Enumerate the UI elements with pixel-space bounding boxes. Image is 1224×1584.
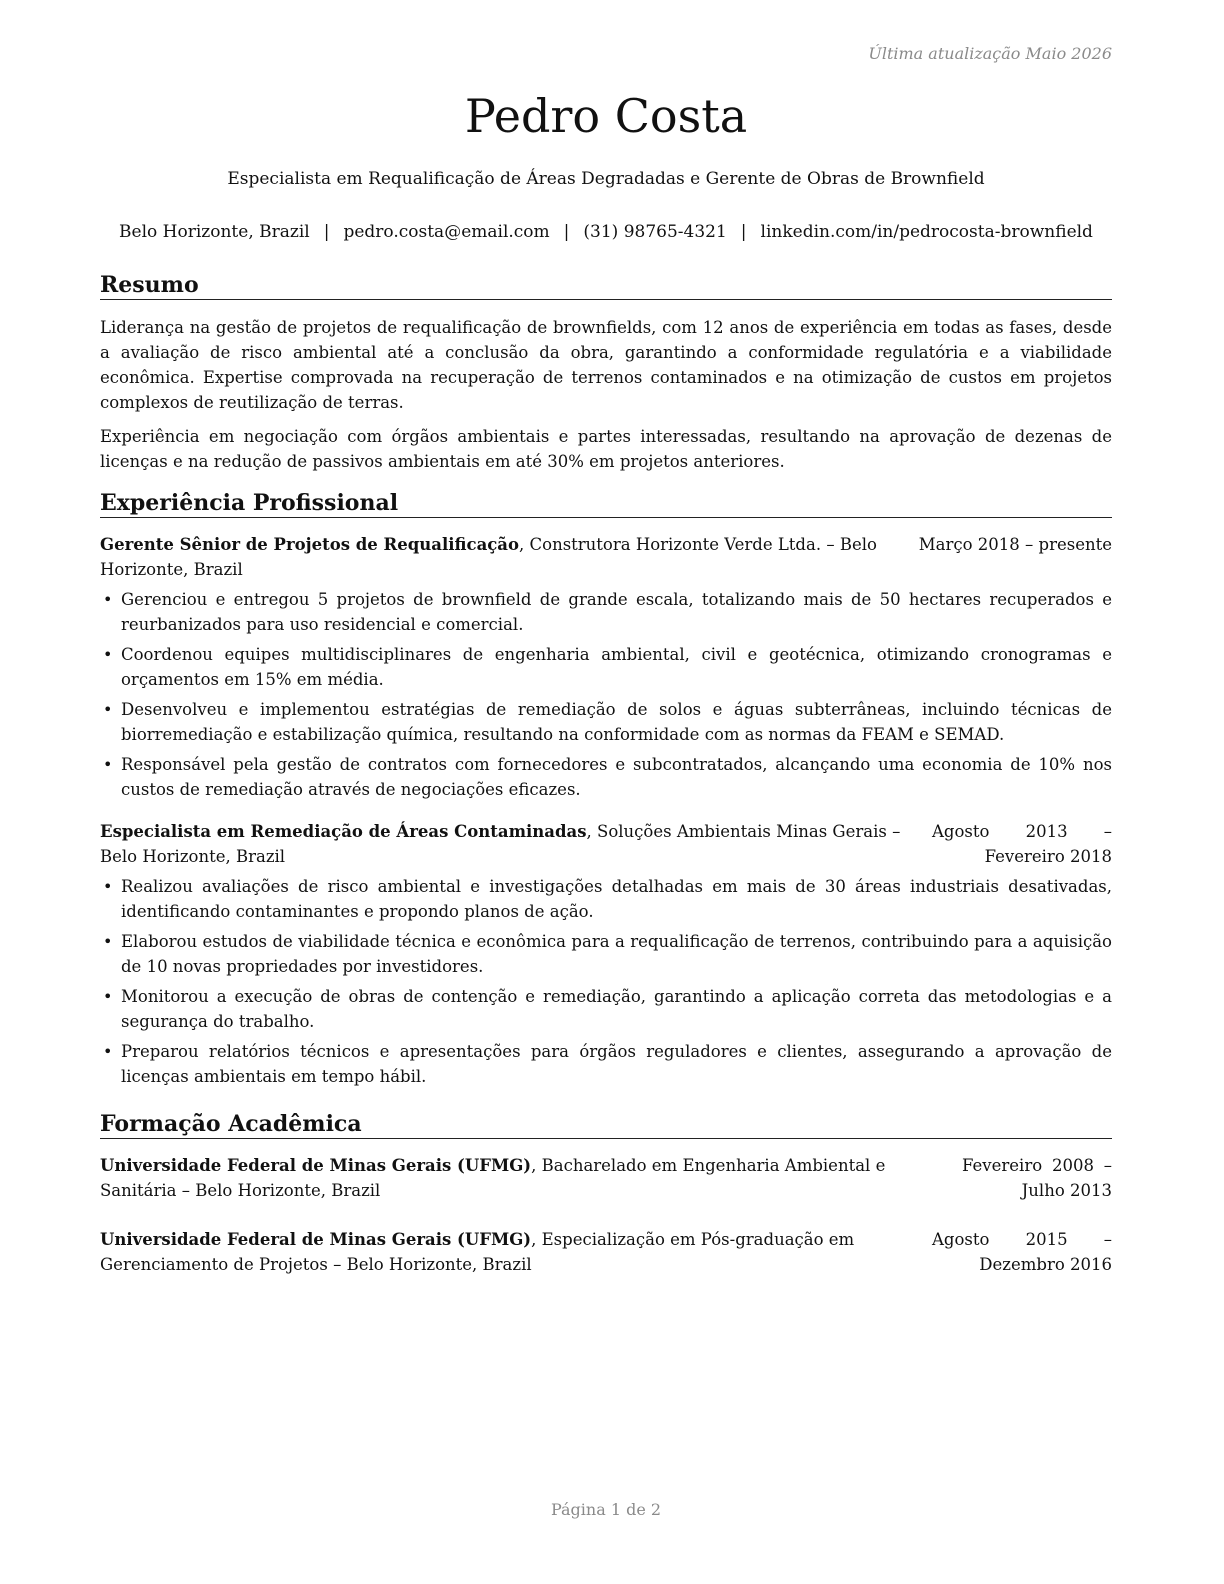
resume-page [100,0,1112,1584]
contact-separator: | [323,222,330,242]
education-dates: Fevereiro 2008 – Julho 2013 [962,1156,1112,1200]
experience-section [100,489,1112,1094]
bullet-icon: • [103,700,113,719]
bullet-icon: • [103,590,113,609]
education-header [100,1153,1112,1203]
list-item: • Monitorou a execução de obras de contenção e remediação, garantindo a aplicação correta das metodologias e a segurança do trabalho. [100,984,1112,1034]
education-detail: , Bacharelado em Engenharia Ambiental e Sanitária – Belo Horizonte, Brazil [100,1156,886,1200]
job-entry [100,532,1112,802]
job-dates: Março 2018 – presente [918,535,1112,554]
candidate-name: Pedro Costa [464,89,748,143]
bullet-icon: • [103,877,113,896]
contact-line [100,219,1112,245]
job-bullets [100,587,1112,802]
job-role: Gerente Sênior de Projetos de Requalificação [100,535,520,554]
job-header [100,532,1112,582]
summary-paragraph: Liderança na gestão de projetos de requalificação de brownfields, com 12 anos de experiência em todas as fases, desde a avaliação de risco ambiental até a conclusão da obra, garantindo a conformidade regulatória e a viabilidade econômica. Expertise comprovada na recuperação de terrenos contaminados e na otimização de custos em projetos complexos de reutilização de terras. [100,318,1112,412]
list-item: • Elaborou estudos de viabilidade técnica e econômica para a requalificação de terrenos, contribuindo para a aquisição de 10 novas propriedades por investidores. [100,929,1112,979]
job-header [100,819,1112,869]
list-item: • Gerenciou e entregou 5 projetos de brownfield de grande escala, totalizando mais de 50 hectares recuperados e reurbanizados para uso residencial e comercial. [100,587,1112,637]
section-title-education: Formação Acadêmica [100,1110,1112,1139]
contact-location: Belo Horizonte, Brazil [119,222,310,242]
bullet-icon: • [103,1042,113,1061]
list-item: • Responsável pela gestão de contratos com fornecedores e subcontratados, alcançando uma economia de 10% nos custos de remediação através de negociações eficazes. [100,752,1112,802]
education-detail: , Especialização em Pós-graduação em Gerenciamento de Projetos – Belo Horizonte, Brazil [100,1230,855,1274]
education-entry [100,1227,1112,1277]
page-number: Página 1 de 2 [550,1500,662,1519]
education-school: Universidade Federal de Minas Gerais (UFMG) [100,1230,532,1249]
bullet-icon: • [103,987,113,1006]
education-dates: Agosto 2015 – Dezembro 2016 [932,1230,1112,1274]
job-org: , Construtora Horizonte Verde Ltda. – Belo Horizonte, Brazil [100,535,877,579]
education-school: Universidade Federal de Minas Gerais (UFMG) [100,1156,532,1175]
job-entry [100,819,1112,1089]
bullet-icon: • [103,645,113,664]
bullet-icon: • [103,755,113,774]
list-item: • Realizou avaliações de risco ambiental e investigações detalhadas em mais de 30 áreas industriais desativadas, identificando contaminantes e propondo planos de ação. [100,874,1112,924]
last-updated: Última atualização Maio 2026 [868,44,1112,63]
headline: Especialista em Requalificação de Áreas Degradadas e Gerente de Obras de Brownfield [227,169,985,189]
summary-paragraph: Experiência em negociação com órgãos ambientais e partes interessadas, resultando na aprovação de dezenas de licenças e na redução de passivos ambientais em até 30% em projetos anteriores. [100,427,1112,471]
job-org: , Soluções Ambientais Minas Gerais – Belo Horizonte, Brazil [100,822,901,866]
contact-linkedin[interactable]: linkedin.com/in/pedrocosta-brownfield [760,222,1093,242]
list-item: • Desenvolveu e implementou estratégias de remediação de solos e águas subterrâneas, incluindo técnicas de biorremediação e estabilização química, resultando na conformidade com as normas da FEAM e SEMAD. [100,697,1112,747]
job-bullets [100,874,1112,1089]
contact-separator: | [740,222,747,242]
education-header [100,1227,1112,1277]
section-title-experience: Experiência Profissional [100,489,1112,518]
education-entry [100,1153,1112,1203]
list-item: • Coordenou equipes multidisciplinares de engenharia ambiental, civil e geotécnica, otimizando cronogramas e orçamentos em 15% em média. [100,642,1112,692]
contact-separator: | [563,222,570,242]
job-dates: Agosto 2013 – Fevereiro 2018 [932,822,1112,866]
summary-section [100,271,1112,474]
bullet-icon: • [103,932,113,951]
section-title-summary: Resumo [100,271,1112,300]
contact-phone[interactable]: (31) 98765-4321 [583,222,727,242]
job-role: Especialista em Remediação de Áreas Contaminadas [100,822,587,841]
education-section [100,1110,1112,1277]
list-item: • Preparou relatórios técnicos e apresentações para órgãos reguladores e clientes, assegurando a aprovação de licenças ambientais em tempo hábil. [100,1039,1112,1089]
contact-email[interactable]: pedro.costa@email.com [343,222,550,242]
